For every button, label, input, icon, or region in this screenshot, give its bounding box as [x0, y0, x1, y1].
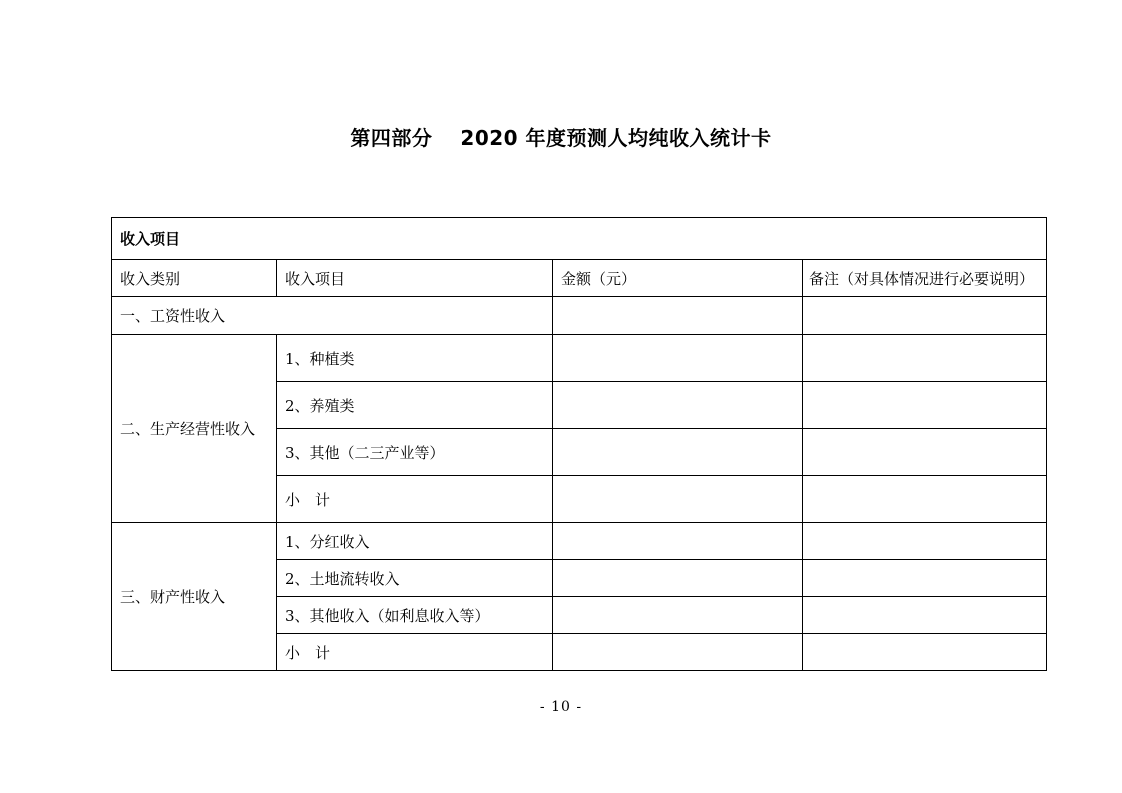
wage-category-cell: 一、工资性收入: [112, 297, 553, 335]
wage-remark-cell[interactable]: [803, 297, 1047, 335]
income-statistics-table: [111, 217, 1047, 671]
production-category-cell: 二、生产经营性收入: [112, 335, 277, 523]
title-text: 2020 年度预测人均纯收入统计卡: [460, 126, 772, 150]
property-item-amount[interactable]: [553, 597, 803, 634]
property-item-amount[interactable]: [553, 523, 803, 560]
table-row-wage: [112, 297, 1047, 335]
column-header-row: [112, 260, 1047, 297]
property-subtotal-amount[interactable]: [553, 634, 803, 671]
property-item-label: 1、分红收入: [277, 523, 553, 560]
page-title: [0, 122, 1122, 151]
section-header-cell: 收入项目: [112, 218, 1047, 260]
production-item-remark[interactable]: [803, 335, 1047, 382]
wage-amount-cell[interactable]: [553, 297, 803, 335]
production-item-label: 2、养殖类: [277, 382, 553, 429]
property-subtotal-remark[interactable]: [803, 634, 1047, 671]
production-item-label: 1、种植类: [277, 335, 553, 382]
property-item-remark[interactable]: [803, 560, 1047, 597]
property-category-cell: 三、财产性收入: [112, 523, 277, 671]
property-item-amount[interactable]: [553, 560, 803, 597]
production-item-remark[interactable]: [803, 382, 1047, 429]
production-item-remark[interactable]: [803, 429, 1047, 476]
column-header-item: 收入项目: [277, 260, 553, 297]
table-row: [112, 335, 1047, 382]
production-item-amount[interactable]: [553, 335, 803, 382]
column-header-category: 收入类别: [112, 260, 277, 297]
property-item-label: 2、土地流转收入: [277, 560, 553, 597]
production-subtotal-remark[interactable]: [803, 476, 1047, 523]
column-header-remark: 备注（对具体情况进行必要说明）: [803, 260, 1047, 297]
property-subtotal-label: 小 计: [277, 634, 553, 671]
production-item-label: 3、其他（二三产业等）: [277, 429, 553, 476]
table-row: [112, 523, 1047, 560]
production-subtotal-amount[interactable]: [553, 476, 803, 523]
production-item-amount[interactable]: [553, 429, 803, 476]
property-item-remark[interactable]: [803, 597, 1047, 634]
property-item-remark[interactable]: [803, 523, 1047, 560]
title-part: 第四部分: [350, 126, 433, 150]
production-item-amount[interactable]: [553, 382, 803, 429]
page-number: - 10 -: [539, 699, 583, 715]
column-header-amount: 金额（元）: [553, 260, 803, 297]
production-subtotal-label: 小 计: [277, 476, 553, 523]
property-item-label: 3、其他收入（如利息收入等）: [277, 597, 553, 634]
section-header-row: [112, 218, 1047, 260]
